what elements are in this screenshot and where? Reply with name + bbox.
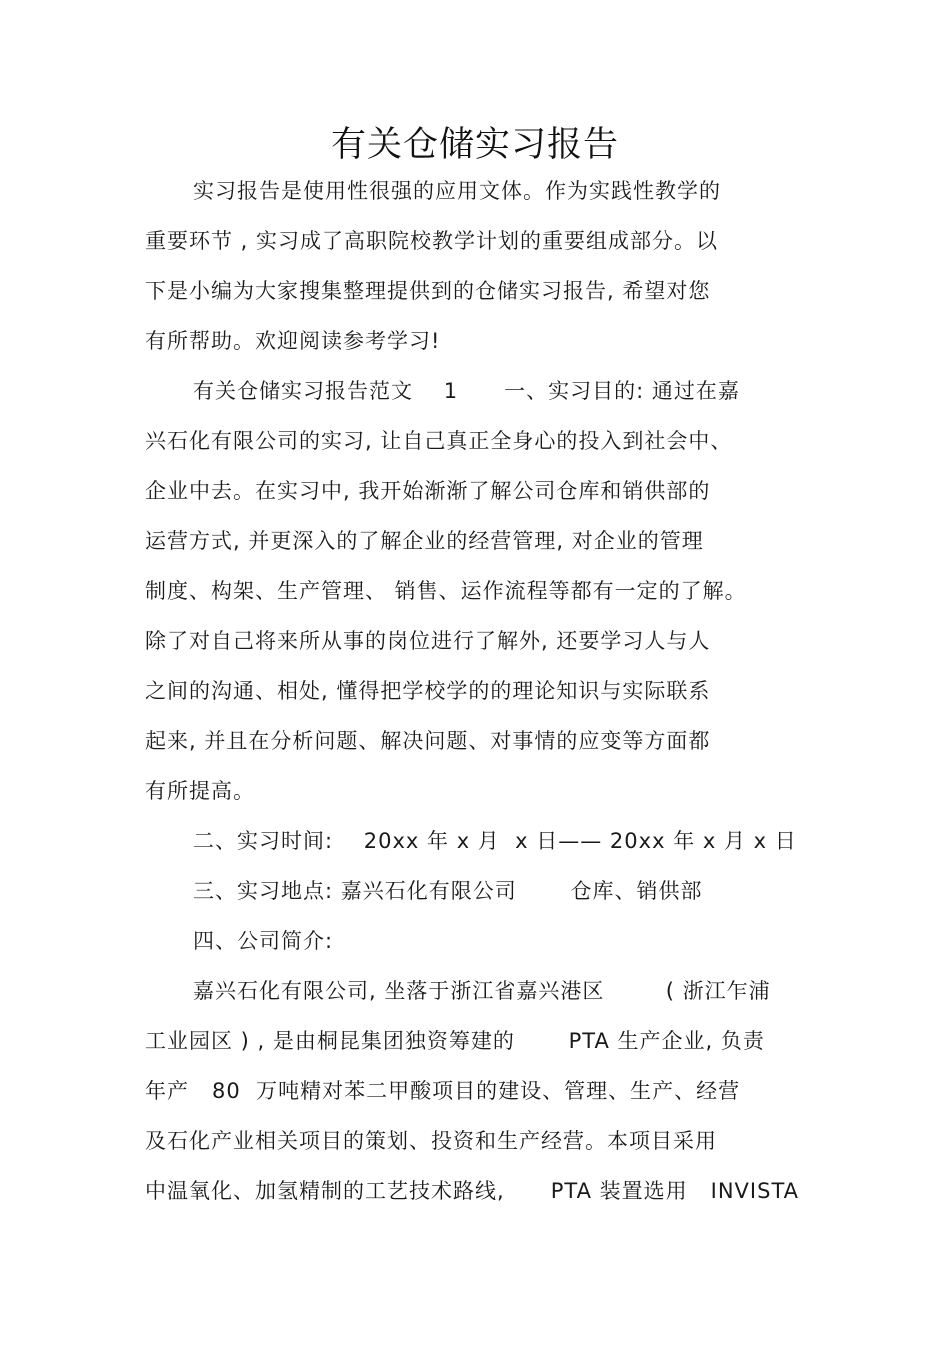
section-heading-location: 三、实习地点: 嘉兴石化有限公司 仓库、销供部 — [193, 879, 703, 903]
paragraph-line: 及石化产业相关项目的策划、投资和生产经营。本项目采用 — [145, 1129, 717, 1153]
paragraph-line: 之间的沟通、相处, 懂得把学校学的的理论知识与实际联系 — [145, 679, 711, 703]
paragraph-line: 年产 80 万吨精对苯二甲酸项目的建设、管理、生产、经营 — [145, 1079, 741, 1103]
paragraph-line: 嘉兴石化有限公司, 坐落于浙江省嘉兴港区 ( 浙江乍浦 — [193, 979, 771, 1003]
section-heading-time: 二、实习时间: 20xx 年 x 月 x 日—— 20xx 年 x 月 x 日 — [193, 829, 797, 853]
paragraph-line: 企业中去。在实习中, 我开始渐渐了解公司仓库和销供部的 — [145, 479, 711, 503]
paragraph-line: 运营方式, 并更深入的了解企业的经营管理, 对企业的管理 — [145, 529, 704, 553]
paragraph-line: 实习报告是使用性很强的应用文体。作为实践性教学的 — [193, 179, 721, 203]
paragraph-line: 除了对自己将来所从事的岗位进行了解外, 还要学习人与人 — [145, 629, 711, 653]
paragraph-line: 中温氧化、加氢精制的工艺技术路线, PTA 装置选用 INVISTA — [145, 1179, 800, 1203]
paragraph-line: 起来, 并且在分析问题、解决问题、对事情的应变等方面都 — [145, 729, 711, 753]
paragraph-line: 有所帮助。欢迎阅读参考学习! — [145, 329, 441, 353]
paragraph-line: 制度、构架、生产管理、 销售、运作流程等都有一定的了解。 — [145, 579, 747, 603]
paragraph-line: 兴石化有限公司的实习, 让自己真正全身心的投入到社会中、 — [145, 429, 733, 453]
paragraph-line: 有所提高。 — [145, 779, 255, 803]
paragraph-line: 工业园区 ) , 是由桐昆集团独资筹建的 PTA 生产企业, 负责 — [145, 1029, 765, 1053]
paragraph-line: 下是小编为大家搜集整理提供到的仓储实习报告, 希望对您 — [145, 279, 711, 303]
paragraph-line: 有关仓储实习报告范文 1 一、实习目的: 通过在嘉 — [193, 379, 740, 403]
paragraph-line: 重要环节 , 实习成了高职院校教学计划的重要组成部分。以 — [145, 229, 719, 253]
section-heading-company: 四、公司简介: — [193, 929, 334, 953]
document-title: 有关仓储实习报告 — [330, 125, 619, 165]
